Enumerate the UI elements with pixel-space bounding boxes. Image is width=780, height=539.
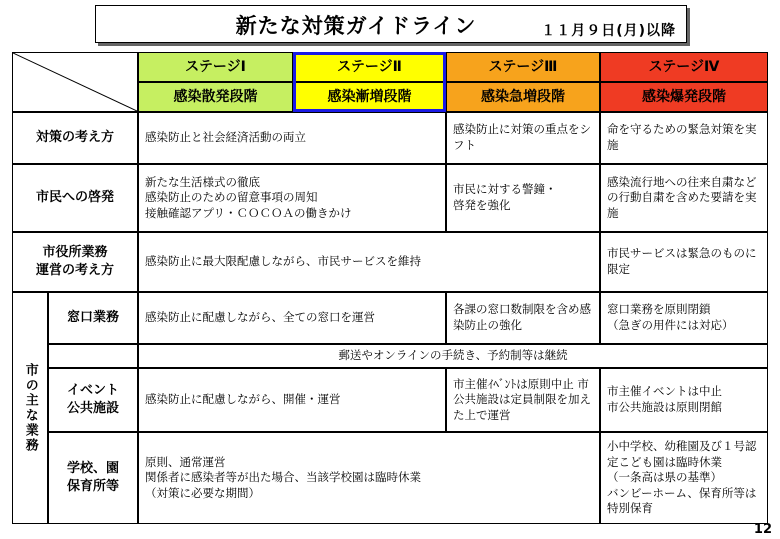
schools-stage123: 原則、通常運営 関係者に感染者等が出た場合、当該学校園は臨時休業 （対策に必要な期間） bbox=[138, 432, 600, 524]
row-label-events: イベント 公共施設 bbox=[48, 368, 138, 432]
operations-stage4: 市民サービスは緊急のものに限定 bbox=[600, 232, 768, 292]
header-corner bbox=[12, 52, 138, 112]
counter-stage12: 感染防止に配慮しながら、全ての窓口を運営 bbox=[138, 292, 446, 344]
schools-stage4: 小中学校、幼稚園及び１号認定こども園は臨時休業 （一条高は県の基準） バンビーホーム、保育所等は特別保育 bbox=[600, 432, 768, 524]
citizens-stage4: 感染流行地への往来自粛などの行動自粛を含めた要請を実施 bbox=[600, 164, 768, 232]
counter-note-spacer bbox=[48, 344, 138, 368]
row-label-schools: 学校、園 保育所等 bbox=[48, 432, 138, 524]
row-label-operations: 市役所業務 運営の考え方 bbox=[12, 232, 138, 292]
side-label-cell bbox=[12, 292, 48, 524]
events-stage4: 市主催イベントは中止 市公共施設は原則閉館 bbox=[600, 368, 768, 432]
stage-2-phase: 感染漸増段階 bbox=[293, 82, 446, 112]
effective-date: １１月９日(月)以降 bbox=[541, 23, 676, 39]
counter-stage4: 窓口業務を原則閉鎖 （急ぎの用件には対応） bbox=[600, 292, 768, 344]
stage-1-name: ステージⅠ bbox=[138, 52, 293, 82]
counter-note: 郵送やオンラインの手続き、予約制等は継続 bbox=[138, 344, 768, 368]
guideline-table bbox=[12, 52, 768, 524]
citizens-stage12: 新たな生活様式の徹底 感染防止のための留意事項の周知 接触確認アプリ・ＣＯＣＯＡの働きかけ bbox=[138, 164, 446, 232]
page-number: 12 bbox=[753, 522, 772, 537]
policy-stage12: 感染防止と社会経済活動の両立 bbox=[138, 112, 446, 164]
operations-stage123: 感染防止に最大限配慮しながら、市民サービスを維持 bbox=[138, 232, 600, 292]
counter-stage3: 各課の窓口数制限を含め感染防止の強化 bbox=[446, 292, 600, 344]
policy-stage4: 命を守るための緊急対策を実施 bbox=[600, 112, 768, 164]
citizens-stage3: 市民に対する警鐘・ 啓発を強化 bbox=[446, 164, 600, 232]
row-label-citizens: 市民への啓発 bbox=[12, 164, 138, 232]
policy-stage3: 感染防止に対策の重点をシフト bbox=[446, 112, 600, 164]
row-label-counter: 窓口業務 bbox=[48, 292, 138, 344]
events-stage12: 感染防止に配慮しながら、開催・運営 bbox=[138, 368, 446, 432]
side-label: 市の主な業務 bbox=[22, 363, 38, 453]
stage-2-name: ステージⅡ bbox=[293, 52, 446, 82]
stage-3-phase: 感染急増段階 bbox=[446, 82, 600, 112]
stage-3-name: ステージⅢ bbox=[446, 52, 600, 82]
title-box bbox=[95, 5, 687, 43]
row-label-policy: 対策の考え方 bbox=[12, 112, 138, 164]
diagonal-line bbox=[13, 53, 137, 111]
stage-4-name: ステージⅣ bbox=[600, 52, 768, 82]
page-title: 新たな対策ガイドライン bbox=[235, 14, 477, 38]
stage-1-phase: 感染散発段階 bbox=[138, 82, 293, 112]
events-stage3: 市主催ｲﾍﾞﾝﾄは原則中止 市公共施設は定員制限を加えた上で運営 bbox=[446, 368, 600, 432]
stage-4-phase: 感染爆発段階 bbox=[600, 82, 768, 112]
